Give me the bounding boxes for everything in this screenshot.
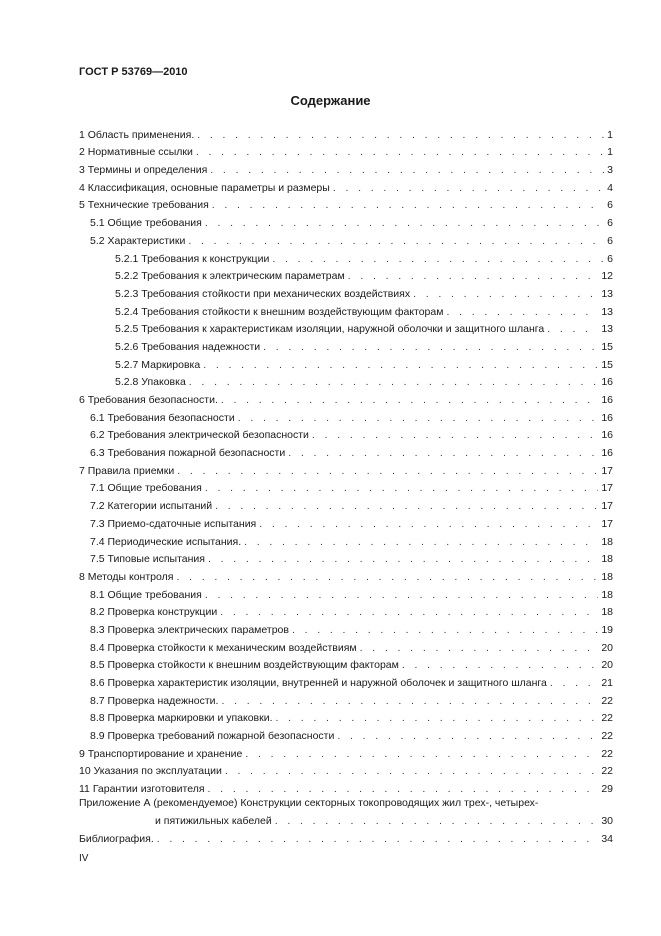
toc-entry-title: 3 Термины и определения — [79, 164, 208, 177]
toc-entry — [79, 406, 613, 424]
toc-entry — [79, 671, 613, 689]
leader-dots — [263, 341, 598, 353]
toc-entry-title: 5.2.2 Требования к электрическим параметрам — [115, 270, 345, 283]
toc-entry — [79, 636, 613, 654]
toc-entry-title: 6.2 Требования электрической безопасности — [90, 429, 309, 442]
toc-entry-title: 5.2.4 Требования стойкости к внешним воздействующим факторам — [115, 305, 444, 318]
toc-entry — [79, 353, 613, 371]
leader-dots — [337, 730, 598, 742]
toc-entry-page: 1 — [607, 146, 613, 159]
leader-dots — [221, 394, 598, 406]
toc-entry-page: 13 — [601, 323, 613, 336]
leader-dots — [312, 429, 598, 441]
toc-entry-title: 11 Гарантии изготовителя — [79, 783, 205, 796]
toc-entry-title: 5.2.8 Упаковка — [115, 376, 186, 389]
toc-entry-page: 22 — [601, 712, 613, 725]
toc-entry — [79, 229, 613, 247]
toc-entry-page: 17 — [601, 482, 613, 495]
leader-dots — [225, 765, 598, 777]
toc-entry-page: 12 — [601, 270, 613, 283]
leader-dots — [402, 659, 598, 671]
toc-entry-page: 20 — [601, 641, 613, 654]
toc-bibliography — [79, 827, 613, 845]
toc-appendix-line2 — [79, 809, 613, 827]
toc-entry — [79, 477, 613, 495]
toc-entry-title: 5.2.7 Маркировка — [115, 358, 201, 371]
toc-entry — [79, 724, 613, 742]
leader-dots — [238, 412, 599, 424]
leader-dots — [244, 536, 598, 548]
toc-entry-title: 4 Классификация, основные параметры и размеры — [79, 181, 330, 194]
toc-entry-title: 5 Технические требования — [79, 199, 209, 212]
toc-entry-title: 8.3 Проверка электрических параметров — [90, 623, 289, 636]
toc-entry-page: 16 — [601, 429, 613, 442]
toc-entry — [79, 371, 613, 389]
toc-entry-page: 17 — [601, 500, 613, 513]
toc-entry-title: 7.4 Периодические испытания. — [90, 535, 242, 548]
toc-entry — [79, 512, 613, 530]
leader-dots — [259, 518, 598, 530]
toc-entry-page: 6 — [607, 199, 613, 212]
toc-entry — [79, 300, 613, 318]
leader-dots — [210, 164, 604, 176]
document-code: ГОСТ Р 53769—2010 — [79, 66, 188, 78]
toc-entry-title: 7.2 Категории испытаний — [90, 500, 213, 513]
toc-entry-title: 8.7 Проверка надежности. — [90, 694, 219, 707]
toc-entry-title: 8 Методы контроля — [79, 570, 174, 583]
toc-entry — [79, 265, 613, 283]
toc-appendix-line1 — [79, 795, 613, 809]
leader-dots — [197, 129, 604, 141]
toc-entry — [79, 707, 613, 725]
toc-entry — [79, 211, 613, 229]
leader-dots — [205, 217, 604, 229]
toc-entry-title: 6.1 Требования безопасности — [90, 411, 235, 424]
toc-entry — [79, 760, 613, 778]
toc-entry — [79, 424, 613, 442]
toc-entry-title: 2 Нормативные ссылки — [79, 146, 193, 159]
toc-entry-page: 17 — [601, 517, 613, 530]
table-of-contents — [79, 123, 613, 845]
toc-entry-page: 1 — [607, 128, 613, 141]
toc-entry-page: 20 — [601, 659, 613, 672]
leader-dots — [446, 306, 598, 318]
appendix-page: 30 — [601, 814, 613, 827]
toc-entry — [79, 601, 613, 619]
toc-entry — [79, 194, 613, 212]
appendix-title-line1: Приложение А (рекомендуемое) Конструкции секторных токопроводящих жил трех-, четырех- — [79, 797, 539, 810]
toc-entry-page: 22 — [601, 765, 613, 778]
toc-entry — [79, 141, 613, 159]
toc-entry-page: 15 — [601, 340, 613, 353]
toc-entry-page: 16 — [601, 394, 613, 406]
bibliography-title: Библиография. — [79, 832, 154, 845]
leader-dots — [292, 624, 598, 636]
toc-entry-page: 17 — [601, 464, 613, 477]
toc-entry-title: 8.2 Проверка конструкции — [90, 606, 218, 619]
leader-dots — [205, 589, 598, 601]
leader-dots — [333, 182, 604, 194]
toc-entry — [79, 565, 613, 583]
toc-entry-title: 5.2.3 Требования стойкости при механических воздействиях — [115, 287, 411, 300]
toc-entry-page: 16 — [601, 376, 613, 389]
leader-dots — [215, 500, 598, 512]
toc-entry-page: 6 — [607, 217, 613, 230]
leader-dots — [208, 553, 598, 565]
toc-entry-title: 9 Транспортирование и хранение — [79, 747, 243, 760]
toc-entry — [79, 459, 613, 477]
toc-entry-title: 6 Требования безопасности. — [79, 394, 218, 406]
toc-entry-page: 15 — [601, 358, 613, 371]
bibliography-page: 34 — [601, 832, 613, 845]
appendix-title-line2: и пятижильных кабелей — [155, 814, 272, 827]
page-title: Содержание — [290, 93, 371, 108]
leader-dots — [550, 677, 598, 689]
toc-entry — [79, 388, 613, 406]
toc-entry-page: 13 — [601, 305, 613, 318]
toc-entry-title: 8.6 Проверка характеристик изоляции, внутренней и наружной оболочек и защитного шланга — [90, 677, 547, 689]
toc-entry-page: 29 — [601, 783, 613, 796]
leader-dots — [188, 235, 604, 247]
toc-entry — [79, 123, 613, 141]
toc-entries — [79, 123, 613, 795]
toc-entry-title: 5.2.5 Требования к характеристикам изоляции, наружной оболочки и защитного шланга — [115, 323, 545, 336]
toc-entry-page: 18 — [601, 535, 613, 548]
toc-entry-page: 22 — [601, 730, 613, 743]
toc-entry — [79, 335, 613, 353]
toc-entry — [79, 777, 613, 795]
toc-entry-page: 3 — [607, 164, 613, 177]
leader-dots — [272, 253, 604, 265]
toc-entry-title: 7.5 Типовые испытания — [90, 553, 205, 566]
toc-entry — [79, 618, 613, 636]
toc-entry-title: 5.1 Общие требования — [90, 217, 202, 230]
toc-entry — [79, 247, 613, 265]
leader-dots — [176, 571, 598, 583]
toc-entry — [79, 494, 613, 512]
leader-dots — [360, 642, 599, 654]
toc-entry — [79, 530, 613, 548]
toc-entry-page: 6 — [607, 252, 613, 265]
leader-dots — [196, 146, 604, 158]
toc-entry — [79, 689, 613, 707]
toc-entry-title: 8.8 Проверка маркировки и упаковки. — [90, 712, 273, 725]
leader-dots — [288, 447, 598, 459]
toc-entry — [79, 441, 613, 459]
leader-dots — [157, 833, 599, 845]
toc-entry-title: 7.1 Общие требования — [90, 482, 202, 495]
toc-entry — [79, 158, 613, 176]
toc-entry-page: 18 — [601, 588, 613, 601]
leader-dots — [348, 270, 599, 282]
toc-entry-page: 22 — [601, 694, 613, 707]
toc-entry-page: 19 — [601, 623, 613, 636]
toc-entry-title: 6.3 Требования пожарной безопасности — [90, 447, 286, 460]
toc-entry-title: 7 Правила приемки — [79, 464, 175, 477]
leader-dots — [205, 482, 598, 494]
toc-entry — [79, 654, 613, 672]
page-number-roman: IV — [79, 853, 89, 864]
toc-entry-page: 18 — [601, 553, 613, 566]
toc-entry — [79, 282, 613, 300]
toc-entry-title: 10 Указания по эксплуатации — [79, 765, 222, 778]
toc-entry-title: 8.1 Общие требования — [90, 588, 202, 601]
toc-entry — [79, 742, 613, 760]
toc-entry-page: 21 — [601, 677, 613, 689]
toc-entry-title: 7.3 Приемо-сдаточные испытания — [90, 517, 257, 530]
toc-entry-page: 6 — [607, 234, 613, 247]
leader-dots — [547, 323, 598, 335]
toc-entry-title: 5.2.6 Требования надежности — [115, 340, 261, 353]
leader-dots — [245, 748, 598, 760]
toc-entry-title: 8.4 Проверка стойкости к механическим воздействиям — [90, 641, 357, 654]
toc-entry-page: 16 — [601, 447, 613, 460]
leader-dots — [208, 783, 599, 795]
toc-entry-title: 5.2 Характеристики — [90, 234, 186, 247]
toc-entry — [79, 583, 613, 601]
leader-dots — [276, 712, 599, 724]
toc-entry-title: 5.2.1 Требования к конструкции — [115, 252, 270, 265]
leader-dots — [212, 199, 604, 211]
leader-dots — [275, 815, 599, 827]
leader-dots — [177, 465, 598, 477]
toc-entry-page: 4 — [607, 181, 613, 194]
toc-entry — [79, 548, 613, 566]
toc-entry-page: 22 — [601, 747, 613, 760]
leader-dots — [220, 606, 598, 618]
toc-entry-page: 18 — [601, 570, 613, 583]
leader-dots — [203, 359, 598, 371]
toc-entry-title: 1 Область применения. — [79, 128, 195, 141]
toc-entry-title: 8.5 Проверка стойкости к внешним воздействующим факторам — [90, 659, 399, 672]
toc-entry-page: 13 — [601, 287, 613, 300]
toc-entry-page: 18 — [601, 606, 613, 619]
toc-entry-page: 16 — [601, 411, 613, 424]
leader-dots — [189, 376, 599, 388]
toc-entry — [79, 318, 613, 336]
toc-entry — [79, 176, 613, 194]
leader-dots — [413, 288, 598, 300]
toc-entry-title: 8.9 Проверка требований пожарной безопасности — [90, 730, 335, 743]
leader-dots — [221, 695, 598, 707]
